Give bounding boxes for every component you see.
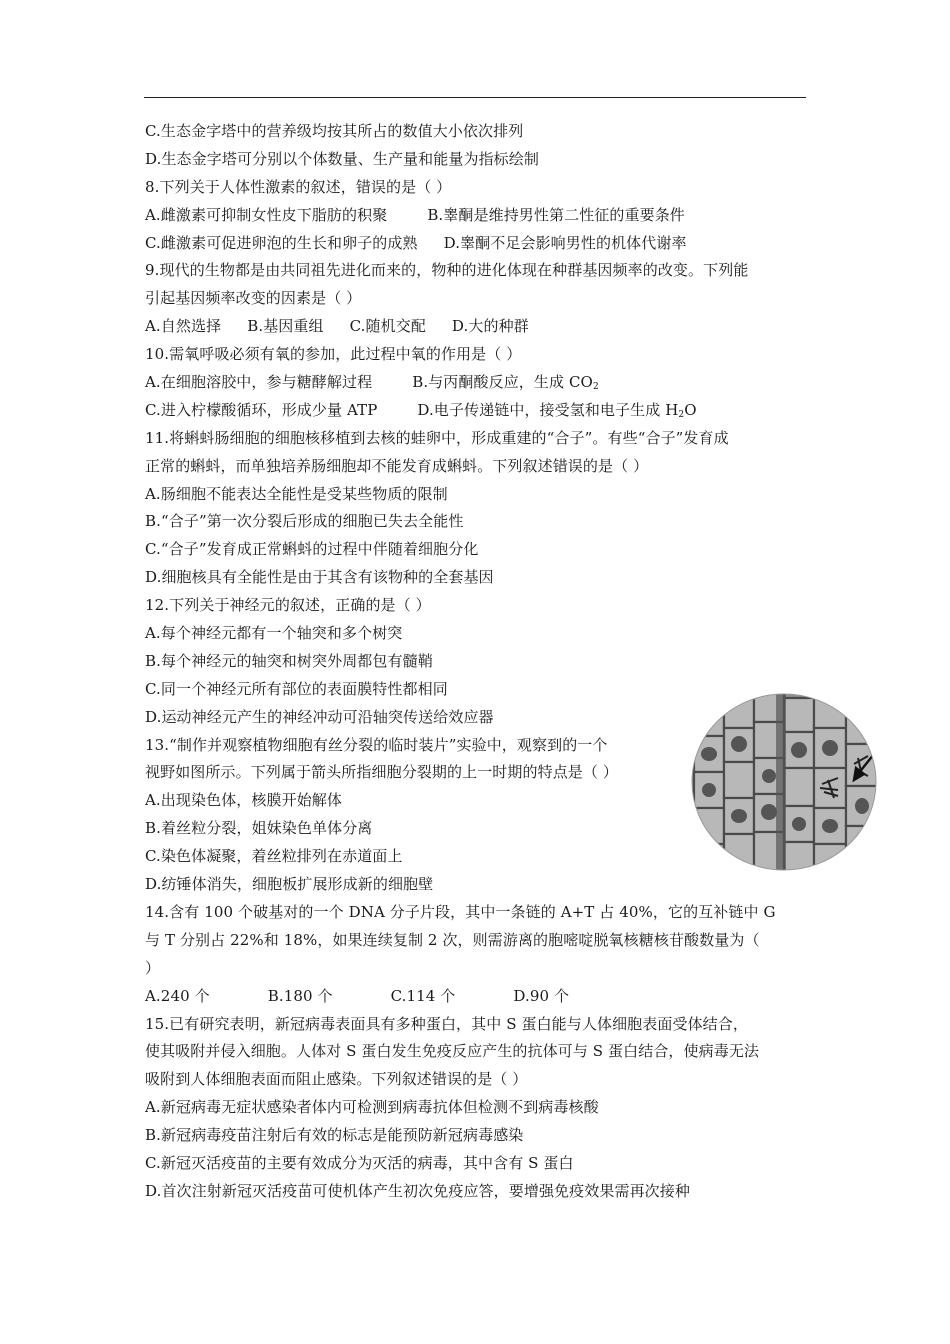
q11-option-c: C.“合子”发育成正常蝌蚪的过程中伴随着细胞分化 (145, 540, 479, 559)
q12-stem: 12.下列关于神经元的叙述，正确的是（ ） (145, 596, 431, 615)
exam-content (145, 118, 810, 1206)
q11-stem-line1: 11.将蝌蚪肠细胞的细胞核移植到去核的蛙卵中，形成重建的“合子”。有些“合子”发育成 (145, 428, 729, 447)
q15-option-b: B.新冠病毒疫苗注射后有效的标志是能预防新冠病毒感染 (145, 1126, 524, 1145)
q7-option-c: C.生态金字塔中的营养级均按其所占的数值大小依次排列 (145, 122, 524, 140)
q11-option-b: B.“合子”第一次分裂后形成的细胞已失去全能性 (145, 512, 464, 531)
q15-option-c: C.新冠灭活疫苗的主要有效成分为灭活的病毒，其中含有 S 蛋白 (145, 1153, 574, 1172)
q13-option-d: D.纺锤体消失，细胞板扩展形成新的细胞壁 (145, 875, 434, 894)
q13-option-a: A.出现染色体，核膜开始解体 (145, 791, 343, 810)
q11-stem-line2: 正常的蝌蚪，而单独培养肠细胞却不能发育成蝌蚪。下列叙述错误的是（ ） (145, 456, 649, 475)
q13-stem-line1: 13.“制作并观察植物细胞有丝分裂的临时装片”实验中，观察到的一个 (145, 735, 608, 754)
q10-options-ab (145, 369, 810, 397)
q9-stem-line2: 引起基因频率改变的因素是（ ） (145, 289, 362, 308)
q12-option-d: D.运动神经元产生的神经冲动可沿轴突传送给效应器 (145, 707, 494, 726)
q15-option-d: D.首次注射新冠灭活疫苗可使机体产生初次免疫应答，要增强免疫效果需再次接种 (145, 1181, 690, 1200)
q7-option-d: D.生态金字塔可分别以个体数量、生产量和能量为指标绘制 (145, 149, 539, 168)
q10-option-a: A.在细胞溶胶中，参与糖酵解过程 (145, 373, 373, 392)
q12-option-a: A.每个神经元都有一个轴突和多个树突 (145, 624, 403, 643)
q14-option-c: C.114 个 (390, 986, 456, 1005)
q14-option-d: D.90 个 (513, 986, 570, 1005)
q13-option-c: C.染色体凝聚，着丝粒排列在赤道面上 (145, 847, 403, 866)
q8-option-a: A.雌激素可抑制女性皮下脂肪的积聚 (145, 205, 388, 224)
q11-option-d: D.细胞核具有全能性是由于其含有该物种的全套基因 (145, 568, 494, 587)
q9-option-b: B.基因重组 (247, 317, 324, 336)
header-rule (144, 97, 806, 98)
q10-stem: 10.需氧呼吸必须有氧的参加，此过程中氧的作用是（ ） (145, 345, 522, 364)
q9-option-d: D.大的种群 (451, 317, 529, 336)
q9-option-c: C.随机交配 (349, 317, 426, 336)
q11-option-a: A.肠细胞不能表达全能性是受某些物质的限制 (145, 484, 448, 503)
q8-option-c: C.雌激素可促进卵泡的生长和卵子的成熟 (145, 233, 418, 252)
q14-stem-line3: ） (145, 958, 161, 977)
q9-stem-line1: 9.现代的生物都是由共同祖先进化而来的，物种的进化体现在种群基因频率的改变。下列能 (145, 261, 749, 280)
q13-stem-line2: 视野如图所示。下列属于箭头所指细胞分裂期的上一时期的特点是（ ） (145, 763, 618, 782)
q8-option-b: B.睾酮是维持男性第二性征的重要条件 (427, 205, 685, 224)
q10-option-d: D.电子传递链中，接受氢和电子生成 $H_2O$ (417, 400, 697, 420)
q14-option-a: A.240 个 (145, 986, 210, 1005)
q14-options (145, 983, 810, 1011)
q14-stem-line2: 与 T 分别占 22%和 18%，如果连续复制 2 次，则需游离的胞嘧啶脱氧核糖核苷酸数量为（ (145, 930, 760, 949)
q12-option-b: B.每个神经元的轴突和树突外周都包有髓鞘 (145, 651, 433, 670)
q14-option-b: B.180 个 (267, 986, 333, 1005)
q15-stem-line2: 使其吸附并侵入细胞。人体对 S 蛋白发生免疫反应产生的抗体可与 S 蛋白结合，使病毒无法 (145, 1042, 760, 1061)
q13-option-b: B.着丝粒分裂，姐妹染色单体分离 (145, 819, 373, 838)
q15-stem-line3: 吸附到人体细胞表面而阻止感染。下列叙述错误的是（ ） (145, 1070, 528, 1089)
q9-option-a: A.自然选择 (145, 317, 222, 336)
q15-stem-line1: 15.已有研究表明，新冠病毒表面具有多种蛋白，其中 S 蛋白能与人体细胞表面受体结合， (145, 1014, 748, 1033)
q12-option-c: C.同一个神经元所有部位的表面膜特性都相同 (145, 679, 448, 698)
q8-options-ab (145, 202, 810, 230)
q8-option-d: D.睾酮不足会影响男性的机体代谢率 (443, 233, 687, 252)
q10-options-cd (145, 397, 810, 425)
q8-stem: 8.下列关于人体性激素的叙述，错误的是（ ） (145, 177, 452, 196)
q15-option-a: A.新冠病毒无症状感染者体内可检测到病毒抗体但检测不到病毒核酸 (145, 1098, 599, 1117)
microscope-field-image (690, 692, 878, 872)
q9-options (145, 313, 810, 341)
q8-options-cd (145, 230, 810, 258)
q10-option-c: C.进入柠檬酸循环，形成少量 ATP (145, 400, 378, 419)
q10-option-b: B.与丙酮酸反应，生成 $CO_2$ (412, 373, 599, 393)
q14-stem-line1: 14.含有 100 个破基对的一个 DNA 分子片段，其中一条链的 A+T 占 40%，它的互补链中 G (145, 902, 776, 921)
